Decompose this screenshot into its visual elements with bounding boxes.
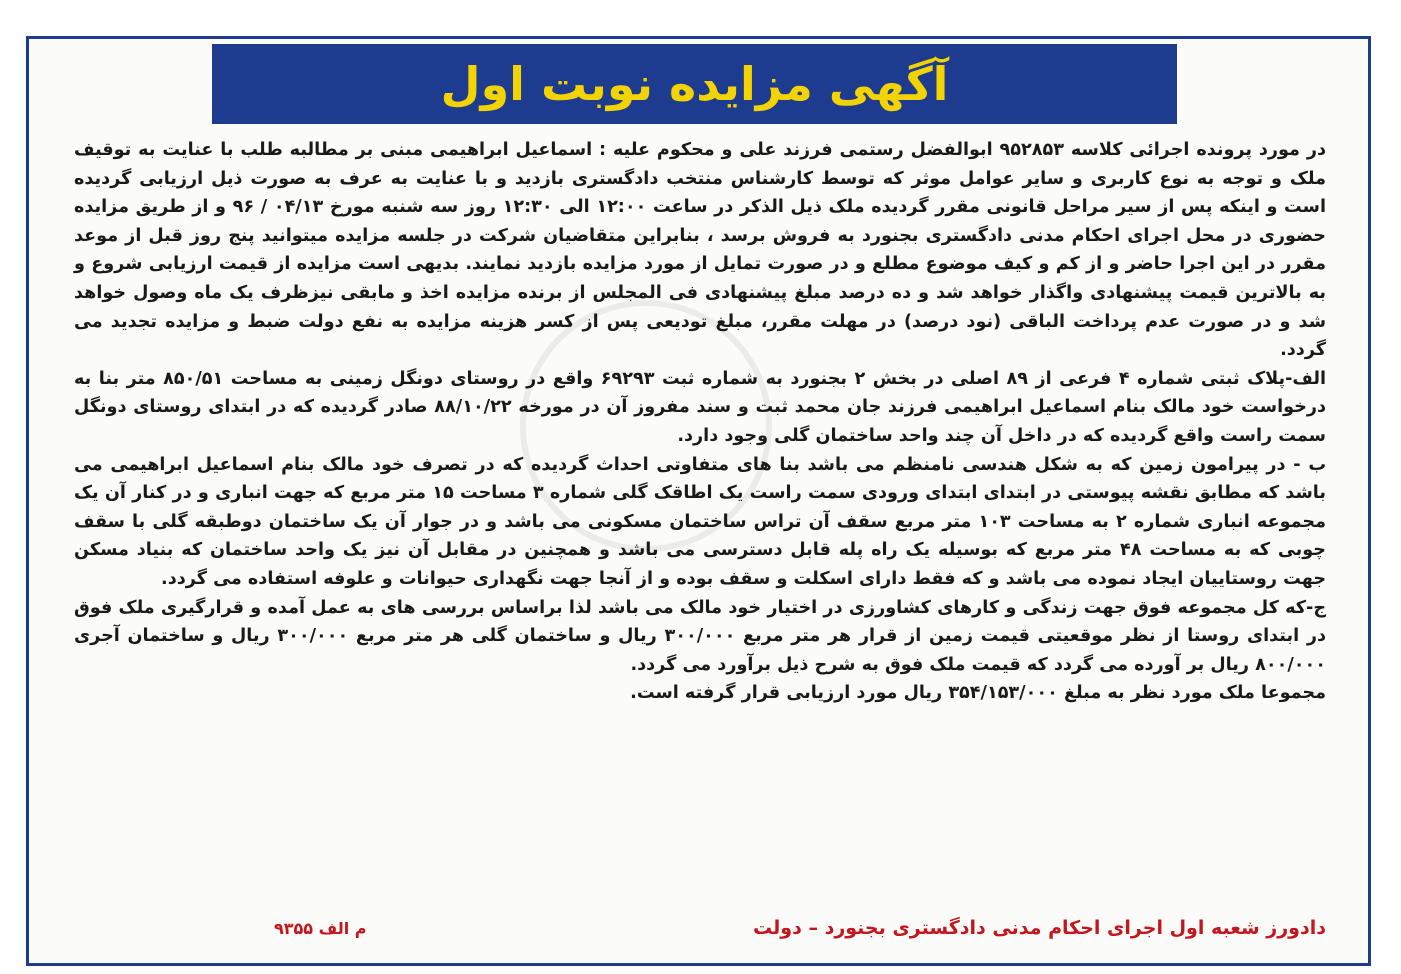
total-valuation: مجموعا ملک مورد نظر به مبلغ ۳۵۴/۱۵۳/۰۰۰ ریال مورد ارزیابی قرار گرفته است. [630,683,1326,704]
ad-footer [74,912,1326,944]
reference-code: م الف ۹۳۵۵ [274,918,367,938]
ad-body [74,136,1326,708]
clause-alef: الف-پلاک ثبتی شماره ۴ فرعی از ۸۹ اصلی در بخش ۲ بجنورد به شماره ثبت ۶۹۲۹۳ واقع در روستای دونگل زمینی به مساحت ۸۵۰/۵۱ متر بنا به درخواست خود مالک بنام اسماعیل ابراهیمی فرزند جان محمد ثبت و سند مفروز آن در مورخه ۸۸/۱۰/۲۲ صادر گردیده که در ابتدای روستای دونگل سمت راست واقع گردیده که در داخل آن چند واحد ساختمان گلی وجود دارد. [74,368,1327,446]
clause-be: ب - در پیرامون زمین که به شکل هندسی نامنظم می باشد بنا های متفاوتی احداث گردیده که در تصرف خود مالک بنام اسماعیل ابراهیمی می باشد که مطابق نقشه پیوستی در ابتدای ابتدای ورودی سمت راست یک اطاقک گلی شماره ۳ مساحت ۱۵ متر مربع که جهت انباری و در کنار آن یک مجموعه انباری شماره ۲ به مساحت ۱۰۳ متر مربع سقف آن تراس ساختمان مسکونی می باشد و در جوار آن یک ساختمان دوطبقه گلی با سقف چوبی که به مساحت ۴۸ متر مربع که بوسیله یک راه پله قابل دسترسی می باشد و همچنین در مقابل آن نیز یک واحد ساختمان که بنیاد مسکن جهت روستاییان ایجاد نموده می باشد و که فقط دارای اسکلت و سقف بوده و از آنجا جهت نگهداری حیوانات و علوفه استفاده می گردد. [74,454,1327,589]
intro-paragraph: در مورد پرونده اجرائی کلاسه ۹۵۲۸۵۳ ابوالفضل رستمی فرزند علی و محکوم علیه : اسماعیل ابراهیمی مبنی بر مطالبه طلب با عنایت به توقیف ملک و توجه به نوع کاربری و سایر عوامل موثر که توسط کارشناس منتخب دادگستری بازدید و با عنایت به عرف به صورت ذیل ارزیابی گردیده است و اینکه پس از سیر مراحل قانونی مقرر گردیده ملک ذیل الذکر در ساعت ۱۲:۰۰ الی ۱۲:۳۰ روز سه شنبه مورخ ۰۴/۱۳ / ۹۶ و از طریق مزایده حضوری در محل اجرای احکام مدنی دادگستری بجنورد به فروش برسد ، بنابراین متقاضیان شرکت در جلسه مزایده میتوانید پنج روز قبل از موعد مقرر در این اجرا حاضر و از کم و کیف موضوع مطلع و در صورت تمایل از مورد مزایده بازدید نمایند. بدیهی است مزایده از قیمت ارزیابی شروع و به بالاترین قیمت پیشنهادی واگذار خواهد شد و ده درصد مبلغ پیشنهادی فی المجلس از برنده مزایده اخذ و مابقی نیزظرف یک ماه وصول خواهد شد و در صورت عدم پرداخت الباقی (نود درصد) در مهلت مقرر، مبلغ تودیعی پس از کسر هزینه مزایده به نفع دولت ضبط و مزایده تجدید می گردد. [74,140,1327,361]
clause-jim: ج-که کل مجموعه فوق جهت زندگی و کارهای کشاورزی در اختیار خود مالک می باشد لذا براساس بررسی های به عمل آمده و قرارگیری ملک فوق در ابتدای روستا از نظر موقعیتی قیمت زمین از قرار هر متر مربع ۳۰۰/۰۰۰ ریال و ساختمان گلی هر متر مربع ۳۰۰/۰۰۰ ریال و ساختمان آجری ۸۰۰/۰۰۰ ریال بر آورده می گردد که قیمت ملک فوق به شرح ذیل برآورد می گردد. [74,597,1326,675]
ad-title: آگهی مزایده نوبت اول [440,57,949,111]
signature-line: دادورز شعبه اول اجرای احکام مدنی دادگستری بجنورد – دولت [753,917,1326,939]
title-banner [212,44,1177,124]
